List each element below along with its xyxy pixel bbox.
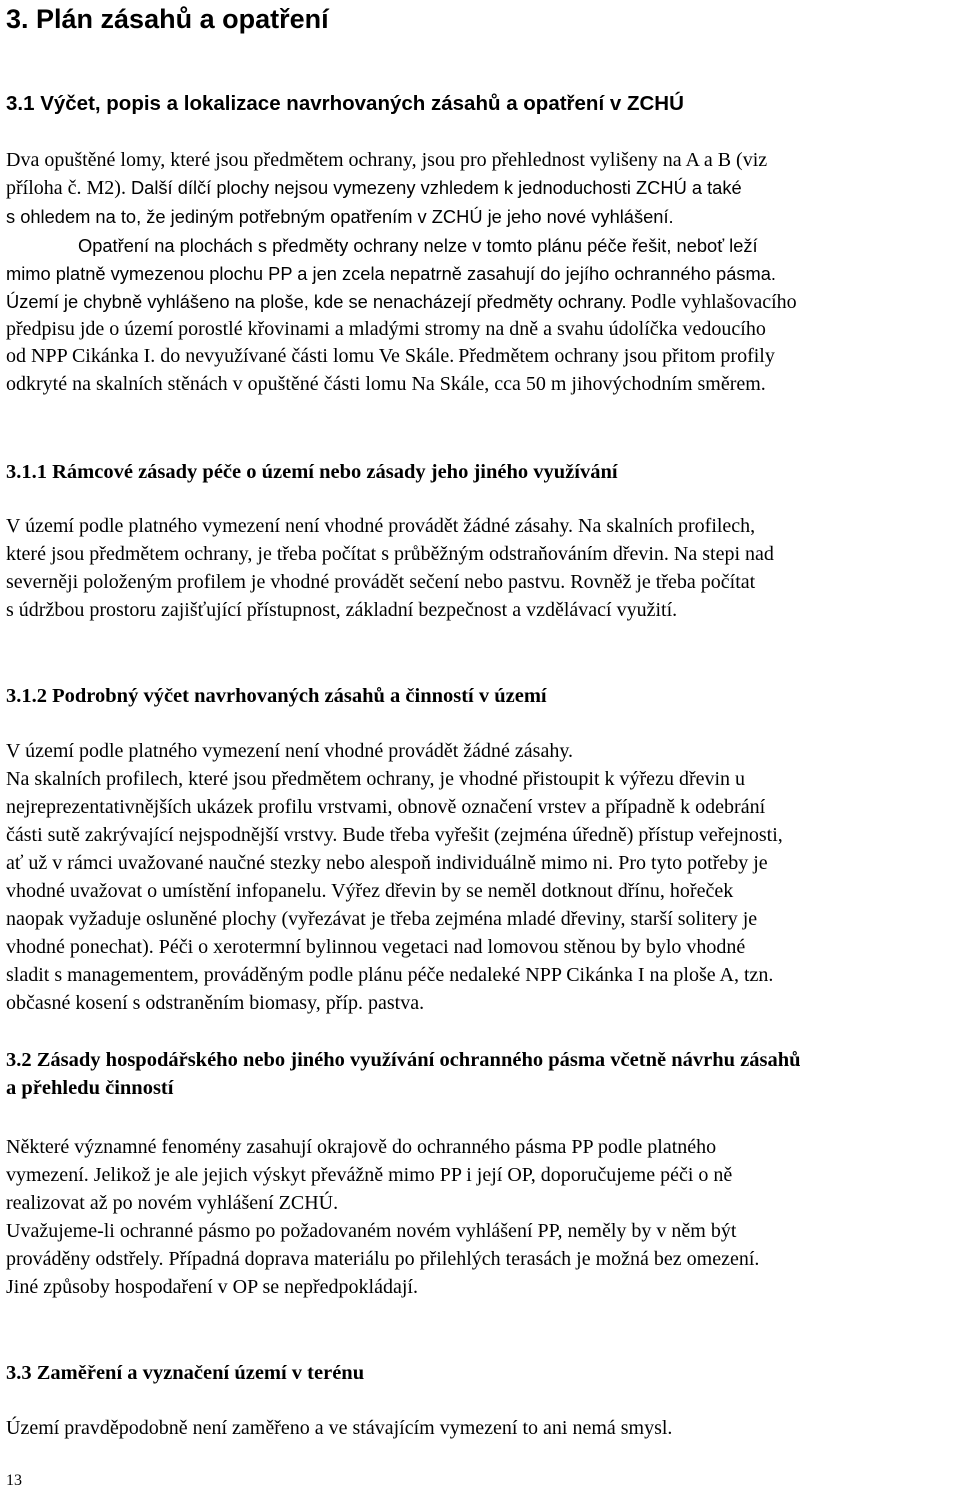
text-line: občasné kosení s odstraněním biomasy, příp. pastva.: [6, 992, 425, 1014]
text-fragment: Území je chybně vyhlášeno na ploše, kde se nenacházejí předměty ochrany.: [6, 291, 627, 312]
text-line: Dva opuštěné lomy, které jsou předmětem ochrany, jsou pro přehlednost vylišeny na A a B (viz: [6, 149, 768, 171]
text-line: naopak vyžaduje osluněné plochy (vyřezávat je třeba zejména mladé dřeviny, starší solitery je: [6, 908, 758, 930]
text-line: ať už v rámci uvažované naučné stezky nebo alespoň individuálně mimo ni. Pro tyto potřeby je: [6, 852, 768, 874]
text-line: předpisu jde o území porostlé křovinami a mladými stromy na dně a svahu údolíčka vedoucího: [6, 318, 766, 340]
text-fragment: od NPP Cikánka I. do nevyužívané části lomu Ve Skále.: [6, 345, 455, 367]
text-line: realizovat až po novém vyhlášení ZCHÚ.: [6, 1192, 339, 1214]
text-fragment: Další dílčí plochy nejsou vymezeny vzhledem k jednoduchosti ZCHÚ a také: [130, 177, 742, 198]
text-line: [6, 342, 775, 370]
heading-line: a přehledu činností: [6, 1077, 174, 1099]
text-fragment: Předmětem ochrany jsou přitom profily: [458, 345, 775, 367]
text-line: části sutě zakrývající nejspodnější vrstvy. Bude třeba vyřešit (zejména úředně) přístup veřejnosti,: [6, 824, 783, 846]
section-3-1-1-heading: 3.1.1 Rámcové zásady péče o území nebo zásady jeho jiného využívání: [6, 461, 618, 483]
section-3-1-2-heading: 3.1.2 Podrobný výčet navrhovaných zásahů a činností v území: [6, 685, 547, 707]
text-line: sladit s managementem, prováděným podle plánu péče nedaleké NPP Cikánka I na ploše A, tzn.: [6, 964, 774, 986]
text-line: [6, 174, 742, 202]
text-line: vhodné ponechat). Péči o xerotermní bylinnou vegetaci nad lomovou stěnou by bylo vhodné: [6, 936, 746, 958]
text-line: V území podle platného vymezení není vhodné provádět žádné zásahy. Na skalních profilech,: [6, 515, 756, 537]
text-line: severněji položeným profilem je vhodné provádět sečení nebo pastvu. Rovněž je třeba počítat: [6, 571, 756, 593]
chapter-heading: 3. Plán zásahů a opatření: [6, 4, 329, 34]
text-line: s údržbou prostoru zajišťující přístupnost, základní bezpečnost a vzdělávací využití.: [6, 599, 678, 621]
section-3-1-heading: 3.1 Výčet, popis a lokalizace navrhovaných zásahů a opatření v ZCHÚ: [6, 92, 684, 115]
text-fragment: Podle vyhlašovacího: [630, 291, 797, 313]
section-3-2-heading: [6, 1046, 801, 1102]
text-line: Na skalních profilech, které jsou předmětem ochrany, je vhodné přistoupit k výřezu dřevin u: [6, 768, 746, 790]
text-line: s ohledem na to, že jediným potřebným opatřením v ZCHÚ je jeho nové vyhlášení.: [6, 206, 674, 227]
text-line: V území podle platného vymezení není vhodné provádět žádné zásahy.: [6, 740, 574, 762]
text-line: vhodné uvažovat o umístění infopanelu. Výřez dřevin by se neměl dotknout dřínu, hořeček: [6, 880, 734, 902]
text-line: mimo platně vymezenou plochu PP a jen zcela nepatrně zasahují do jejího ochranného pásma.: [6, 263, 776, 284]
text-line: Uvažujeme-li ochranné pásmo po požadovaném novém vyhlášení PP, neměly by v něm být: [6, 1220, 737, 1242]
page-number: 13: [6, 1472, 22, 1489]
text-fragment: příloha č. M2).: [6, 177, 131, 199]
text-line: Některé významné fenomény zasahují okrajově do ochranného pásma PP podle platného: [6, 1136, 717, 1158]
text-line: vymezení. Jelikož je ale jejich výskyt převážně mimo PP i její OP, doporučujeme péči o ně: [6, 1164, 733, 1186]
text-line: nejreprezentativnějších ukázek profilu vrstvami, obnově označení vrstev a případně k odebrání: [6, 796, 766, 818]
text-line: [6, 288, 797, 316]
text-line: Území pravděpodobně není zaměřeno a ve stávajícím vymezení to ani nemá smysl.: [6, 1417, 673, 1439]
text-line: Jiné způsoby hospodaření v OP se nepředpokládají.: [6, 1276, 418, 1298]
text-line: které jsou předmětem ochrany, je třeba počítat s průběžným odstraňováním dřevin. Na stepi nad: [6, 543, 774, 565]
text-line: Opatření na plochách s předměty ochrany nelze v tomto plánu péče řešit, neboť leží: [78, 235, 758, 256]
text-line: prováděny odstřely. Případná doprava materiálu po přilehlých terasách je možná bez omezení.: [6, 1248, 760, 1270]
section-3-3-heading: 3.3 Zaměření a vyznačení území v terénu: [6, 1362, 365, 1384]
text-line: odkryté na skalních stěnách v opuštěné části lomu Na Skále, cca 50 m jihovýchodním směrem.: [6, 373, 766, 395]
heading-line: 3.2 Zásady hospodářského nebo jiného využívání ochranného pásma včetně návrhu zásahů: [6, 1049, 801, 1071]
